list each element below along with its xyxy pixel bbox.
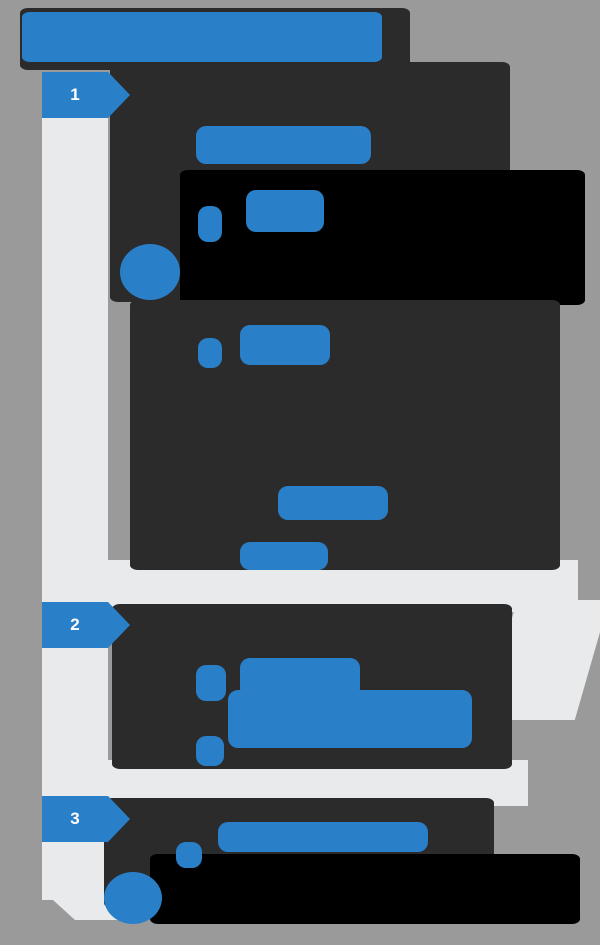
- section-1-highlight-1: [196, 126, 371, 164]
- section-3-highlight-bullet: [104, 872, 162, 924]
- section-1-highlight-bullet: [120, 244, 180, 300]
- step-marker-3: [42, 796, 108, 842]
- section-1-highlight-5: [198, 338, 222, 368]
- step-marker-2-label: 2: [70, 615, 80, 634]
- section-1-highlight-7: [240, 542, 328, 570]
- section-1-highlight-2: [246, 190, 324, 232]
- step-marker-1-label: 1: [70, 85, 80, 104]
- section-3-highlight-2: [176, 842, 202, 868]
- step-marker-1: [42, 72, 108, 118]
- section-2-highlight-1: [196, 665, 226, 701]
- step-marker-2-tail: [108, 602, 130, 648]
- step-marker-3-tail: [108, 796, 130, 842]
- section-3-highlight-1: [218, 822, 428, 852]
- section-1-highlight-4: [240, 325, 330, 365]
- spine-vertical: [42, 100, 108, 900]
- section-1-highlight-6: [278, 486, 388, 520]
- step-marker-1-tail: [108, 72, 130, 118]
- step-marker-2: [42, 602, 108, 648]
- section-3-block-b: [150, 854, 580, 924]
- section-1-block-d: [130, 300, 560, 570]
- section-1-highlight-3: [198, 206, 222, 242]
- section-2-highlight-3: [228, 690, 472, 748]
- section-1-block-c: [180, 170, 585, 305]
- step-marker-3-label: 3: [70, 809, 80, 828]
- section-1-highlight-top: [22, 12, 382, 62]
- section-2-highlight-4: [196, 736, 224, 766]
